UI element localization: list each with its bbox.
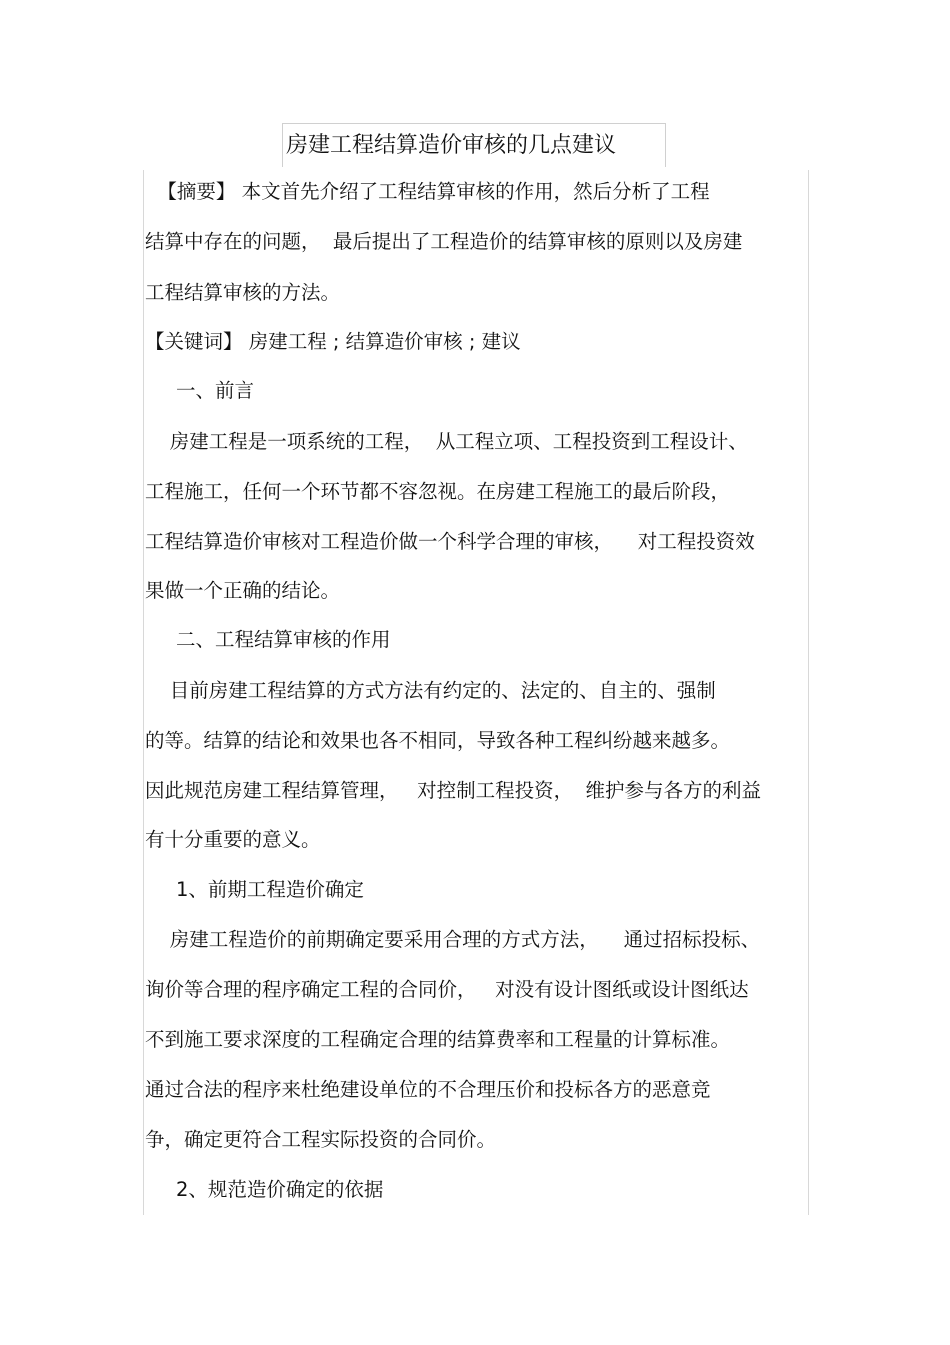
paragraph-2-line-3: 因此规范房建工程结算管理， 对控制工程投资， 维护参与各方的利益 xyxy=(145,779,761,802)
paragraph-1-line-4: 果做一个正确的结论。 xyxy=(145,579,341,602)
paragraph-3-line-5: 争，确定更符合工程实际投资的合同价。 xyxy=(145,1128,497,1151)
section-heading-1: 一、前言 xyxy=(145,379,254,402)
paragraph-1-line-1: 房建工程是一项系统的工程， 从工程立项、工程投资到工程设计、 xyxy=(145,430,748,453)
paragraph-3-line-3: 不到施工要求深度的工程确定合理的结算费率和工程量的计算标准。 xyxy=(145,1028,731,1051)
abstract-line-2: 结算中存在的问题， 最后提出了工程造价的结算审核的原则以及房建 xyxy=(145,230,743,253)
subsection-heading-1: 1、前期工程造价确定 xyxy=(145,878,364,901)
paragraph-2-line-1: 目前房建工程结算的方式方法有约定的、法定的、自主的、强制 xyxy=(145,679,716,702)
paragraph-3-line-1: 房建工程造价的前期确定要采用合理的方式方法， 通过招标投标、 xyxy=(145,928,761,951)
abstract-line-1: 【摘要】 本文首先介绍了工程结算审核的作用，然后分析了工程 xyxy=(145,180,710,203)
section-heading-2: 二、工程结算审核的作用 xyxy=(145,628,391,651)
subsection-heading-2: 2、规范造价确定的依据 xyxy=(145,1178,384,1201)
paragraph-1-line-2: 工程施工，任何一个环节都不容忽视。在房建工程施工的最后阶段， xyxy=(145,480,731,503)
paragraph-2-line-4: 有十分重要的意义。 xyxy=(145,828,321,851)
paragraph-2-line-2: 的等。结算的结论和效果也各不相同，导致各种工程纠纷越来越多。 xyxy=(145,729,731,752)
paragraph-3-line-4: 通过合法的程序来杜绝建设单位的不合理压价和投标各方的恶意竞 xyxy=(145,1078,711,1101)
document-title: 房建工程结算造价审核的几点建议 xyxy=(286,133,617,158)
abstract-line-3: 工程结算审核的方法。 xyxy=(145,281,341,304)
paragraph-1-line-3: 工程结算造价审核对工程造价做一个科学合理的审核， 对工程投资效 xyxy=(145,530,755,553)
paragraph-3-line-2: 询价等合理的程序确定工程的合同价， 对没有设计图纸或设计图纸达 xyxy=(145,978,749,1001)
keywords-line: 【关键词】 房建工程 ; 结算造价审核 ; 建议 xyxy=(145,330,521,353)
